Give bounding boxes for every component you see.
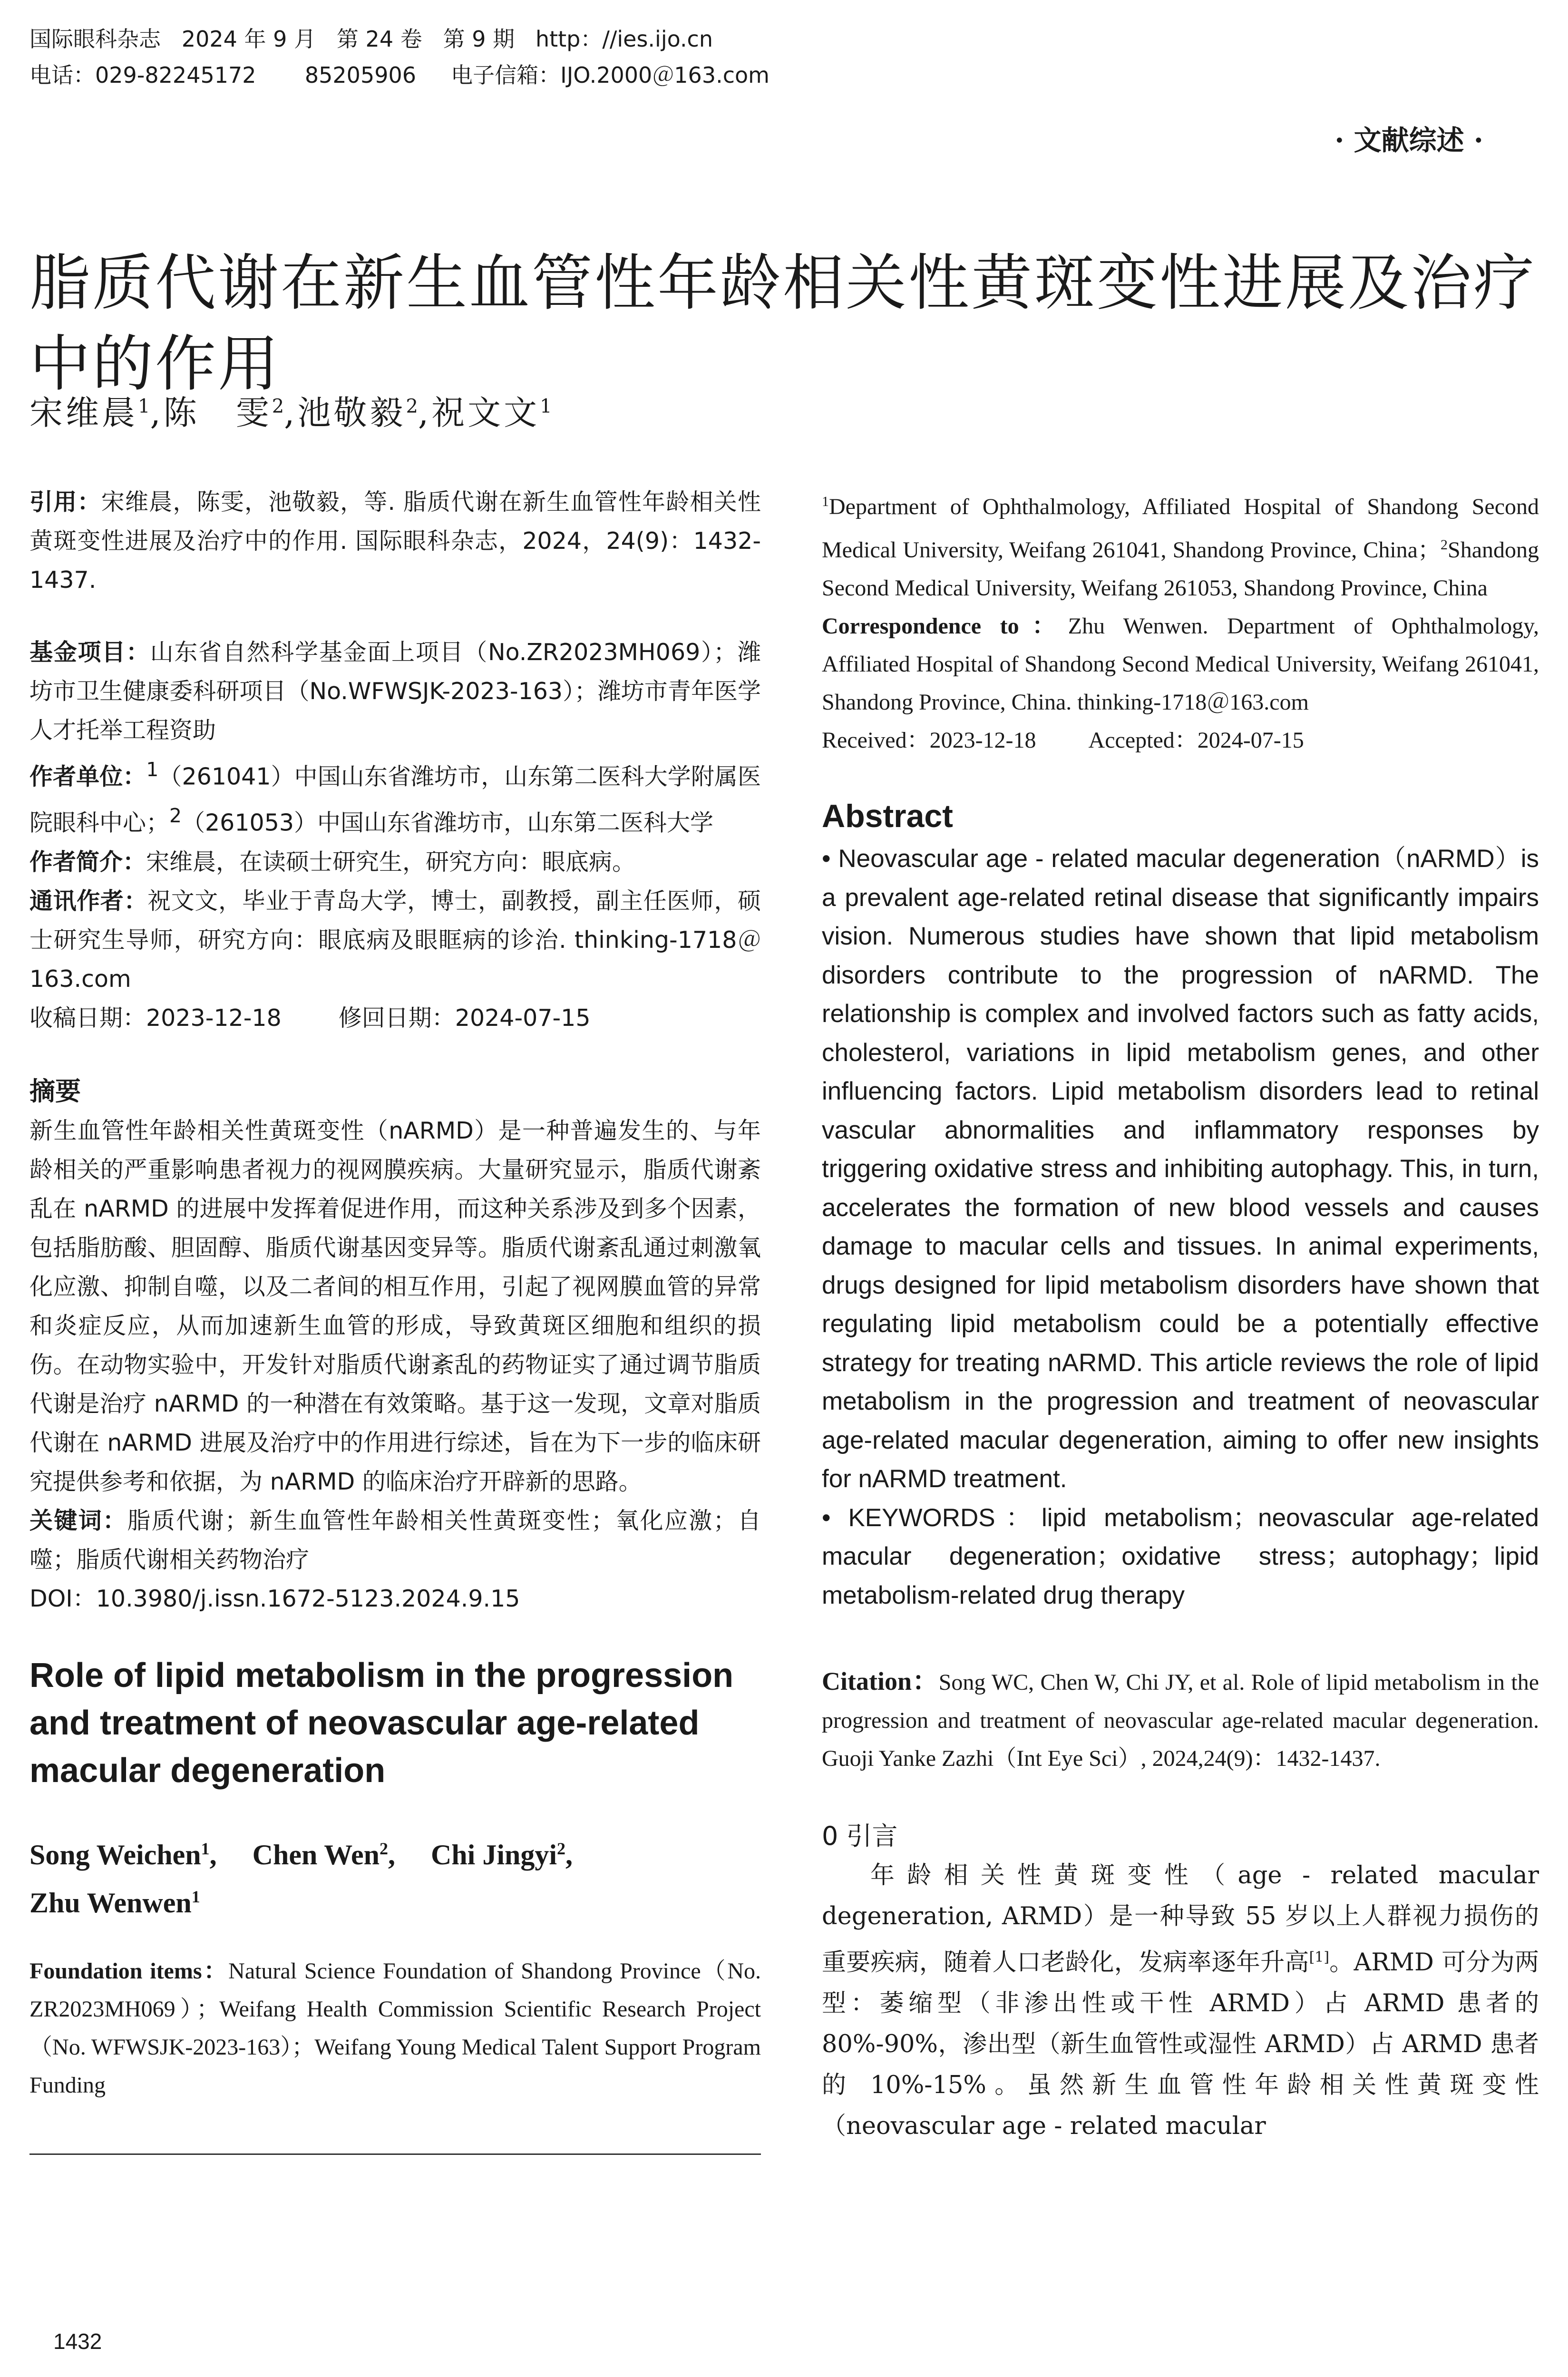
keywords-label: 关键词：	[29, 1507, 127, 1534]
author-affiliation-mark: 2	[379, 1839, 388, 1858]
revised-date: 修回日期：2024-07-15	[338, 1004, 591, 1032]
page-number: 1432	[53, 2329, 102, 2354]
chinese-title-line1: 脂质代谢在新生血管性年龄相关性黄斑变性进展及治疗	[29, 247, 1537, 319]
author-affiliation-mark: 1	[201, 1839, 210, 1858]
chinese-dates	[29, 999, 761, 1038]
affiliation-mark: 1	[822, 494, 829, 509]
author-name: 祝文文	[431, 393, 540, 432]
english-foundation	[29, 1952, 761, 2104]
author-affiliation-mark: 2	[557, 1839, 566, 1858]
english-affiliation	[822, 483, 1539, 607]
accepted-date: Accepted：2024-07-15	[1088, 728, 1304, 753]
affiliation-mark: 1	[146, 758, 159, 781]
journal-header	[29, 21, 1409, 93]
citation-text: Song WC, Chen W, Chi JY, et al. Role of lipid metabolism in the progression and treatment of neovascular age-related macular degeneration. Guoji Yanke Zazhi（Int Eye Sci）, 2024,24(9)：1432-1437.	[822, 1670, 1539, 1771]
author-name: 陈 雯	[163, 393, 272, 432]
chinese-keywords	[29, 1501, 761, 1579]
chinese-author-bio	[29, 843, 761, 882]
english-correspondence	[822, 607, 1539, 721]
english-abstract: • Neovascular age - related macular degeneration（nARMD）is a prevalent age-related retinal disease that significantly impairs vision. Numerous studies have shown that lipid metabolism disorders contribute to the progression of nARMD. The relationship is complex and involved factors such as fatty acids, cholesterol, variations in lipid metabolism genes, and other influencing factors. Lipid metabolism disorders lead to retinal vascular abnormalities and inflammatory responses by triggering oxidative stress and inhibiting autophagy. This, in turn, accelerates the formation of new blood vessels and causes damage to macular cells and tissues. In animal experiments, drugs designed for lipid metabolism disorders have shown that regulating lipid metabolism could be a potentially effective strategy for treating nARMD. This article reviews the role of lipid metabolism in the progression and treatment of neovascular age-related macular degeneration, aiming to offer new insights for nARMD treatment.	[822, 845, 1539, 1493]
author-name: Zhu Wenwen	[29, 1887, 192, 1919]
chinese-authors: 宋维晨$^1$,陈 雯$^2$,池敬毅$^2$,祝文文$^1$	[29, 393, 552, 432]
affiliation-label: 作者单位：	[29, 763, 146, 790]
english-dates	[822, 721, 1539, 760]
received-date: Received：2023-12-18	[822, 728, 1036, 753]
column-divider	[29, 2153, 761, 2155]
english-authors: Song Weichen$^1$, Chen Wen$^2$, Chi Jingyi$^2$, Zhu Wenwen$^1$	[29, 1839, 573, 1919]
chinese-abstract-heading: 摘要	[29, 1076, 81, 1106]
author-affiliation-mark: 1	[540, 395, 552, 418]
introduction-paragraph	[822, 1855, 1539, 2147]
author-name: Song Weichen	[29, 1839, 201, 1870]
chinese-fund	[29, 633, 761, 750]
citation-label: Citation：	[822, 1667, 939, 1695]
journal-info-line: 国际眼科杂志 2024 年 9 月 第 24 卷 第 9 期 http：//ies.ijo.cn	[29, 26, 713, 52]
left-column	[29, 483, 761, 2104]
chinese-correspondence	[29, 882, 761, 999]
chinese-title-line2: 中的作用	[29, 328, 281, 399]
foundation-label: Foundation items：	[29, 1958, 229, 1984]
foundation-text: Natural Science Foundation of Shandong Province（No. ZR2023MH069）；Weifang Health Commission Scientific Research Project（No. WFWSJK-2023-163）；Weifang Young Medical Talent Support Program Funding	[29, 1958, 761, 2098]
author-name: Chen Wen	[252, 1839, 380, 1870]
received-date: 收稿日期：2023-12-18	[29, 1004, 282, 1032]
english-keywords: • KEYWORDS：lipid metabolism；neovascular age-related macular degeneration；oxidative stress；autophagy；lipid metabolism-related drug therapy	[822, 1503, 1539, 1609]
author-affiliation-mark: 2	[406, 395, 418, 418]
affiliation-text-2: Shandong Second Medical University, Weifang 261053, Shandong Province, China	[822, 537, 1539, 601]
author-name: Chi Jingyi	[430, 1839, 557, 1870]
affiliation-text-1: （261041）中国山东省潍坊市，山东第二医科大学附属医院眼科中心；	[29, 763, 761, 837]
bio-label: 作者简介：	[29, 848, 146, 876]
english-title: Role of lipid metabolism in the progression and treatment of neovascular age-related macular degeneration	[29, 1656, 734, 1790]
correspondence-text: Zhu Wenwen. Department of Ophthalmology, Affiliated Hospital of Shandong Second Medical University, Weifang 261041, Shandong Province, China. thinking-1718＠163.com	[822, 614, 1539, 715]
journal-contact-line: 电话：029-82245172 85205906 电子信箱：IJO.2000＠163.com	[29, 62, 769, 88]
right-column	[822, 483, 1539, 2147]
chinese-affiliation	[29, 750, 761, 843]
affiliation-mark: 2	[169, 804, 182, 828]
bio-text: 宋维晨，在读硕士研究生，研究方向：眼底病。	[146, 848, 636, 876]
author-affiliation-mark: 2	[272, 395, 284, 418]
author-affiliation-mark: 1	[138, 395, 150, 418]
affiliation-text-2: （261053）中国山东省潍坊市，山东第二医科大学	[182, 809, 714, 837]
introduction-text-2: 。ARMD 可分为两型：萎缩型（非渗出性或干性 ARMD）占 ARMD 患者的 80%-90%，渗出型（新生血管性或湿性 ARMD）占 ARMD 患者的 10%-15%。虽然新生血管性年龄相关性黄斑变性（neovascular age - related macular	[822, 1948, 1539, 2140]
doi: DOI：10.3980/j.issn.1672-5123.2024.9.15	[29, 1585, 520, 1612]
english-citation	[822, 1662, 1539, 1778]
citation-label: 引用：	[29, 488, 101, 516]
author-affiliation-mark: 1	[191, 1887, 200, 1906]
affiliation-mark: 2	[1441, 537, 1448, 553]
author-name: 宋维晨	[29, 393, 138, 432]
affiliation-text-1: Department of Ophthalmology, Affiliated Hospital of Shandong Second Medical University, Weifang 261041, Shandong Province, China；	[822, 494, 1539, 563]
correspondence-text: 祝文文，毕业于青岛大学，博士，副教授，副主任医师，硕士研究生导师，研究方向：眼底病及眼眶病的诊治. thinking-1718＠163.com	[29, 887, 761, 993]
chinese-title	[29, 243, 1551, 405]
citation-text: 宋维晨，陈雯，池敬毅，等. 脂质代谢在新生血管性年龄相关性黄斑变性进展及治疗中的作用. 国际眼科杂志，2024，24(9)：1432-1437.	[29, 488, 761, 594]
english-abstract-heading: Abstract	[822, 798, 953, 834]
keywords-text: 脂质代谢；新生血管性年龄相关性黄斑变性；氧化应激；自噬；脂质代谢相关药物治疗	[29, 1507, 761, 1573]
fund-label: 基金项目：	[29, 639, 150, 666]
correspondence-label: 通讯作者：	[29, 887, 148, 915]
introduction-heading: 0 引言	[822, 1821, 898, 1851]
fund-text: 山东省自然科学基金面上项目（No.ZR2023MH069）；潍坊市卫生健康委科研项目（No.WFWSJK-2023-163）；潍坊市青年医学人才托举工程资助	[29, 639, 761, 744]
chinese-citation	[29, 483, 761, 600]
chinese-abstract: 新生血管性年龄相关性黄斑变性（nARMD）是一种普遍发生的、与年龄相关的严重影响患者视力的视网膜疾病。大量研究显示，脂质代谢紊乱在 nARMD 的进展中发挥着促进作用，而这种关系涉及到多个因素，包括脂肪酸、胆固醇、脂质代谢基因变异等。脂质代谢紊乱通过刺激氧化应激、抑制自噬，以及二者间的相互作用，引起了视网膜血管的异常和炎症反应，从而加速新生血管的形成，导致黄斑区细胞和组织的损伤。在动物实验中，开发针对脂质代谢紊乱的药物证实了通过调节脂质代谢是治疗 nARMD 的一种潜在有效策略。基于这一发现，文章对脂质代谢在 nARMD 进展及治疗中的作用进行综述，旨在为下一步的临床研究提供参考和依据，为 nARMD 的临床治疗开辟新的思路。	[29, 1117, 761, 1495]
reference-mark: [1]	[1309, 1949, 1330, 1966]
introduction-text-1: 年龄相关性黄斑变性（age - related macular degeneration, ARMD）是一种导致 55 岁以上人群视力损伤的重要疾病，随着人口老龄化，发病率逐年升高	[822, 1861, 1539, 1977]
author-name: 池敬毅	[297, 393, 406, 432]
document-type-label: · 文献综述 ·	[1334, 124, 1483, 156]
correspondence-label: Correspondence to：	[822, 614, 1068, 639]
